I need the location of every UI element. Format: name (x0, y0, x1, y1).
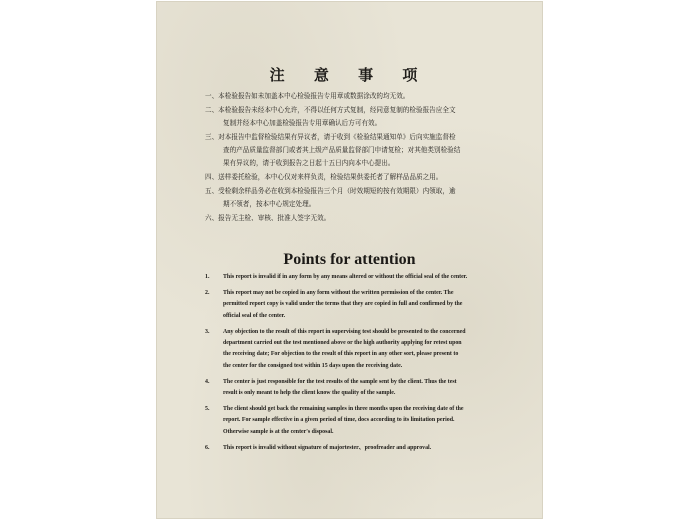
chinese-note-line: 五、受检剩余样品务必在收到本检验报告三个月（时效期短的按有效期限）内领取，逾 (205, 186, 456, 195)
english-note-line: Otherwise sample is at the center's disposal. (223, 428, 334, 435)
english-note-line: Any objection to the result of this report in supervising test should be presented to the concerned (223, 328, 466, 335)
english-notes-list (205, 272, 505, 459)
chinese-title: 注 意 事 项 (269, 66, 430, 84)
english-note-item (205, 327, 505, 372)
chinese-note-line: 二、本检验报告未经本中心允许，不得以任何方式复制，经同意复制的检验报告应全文 (205, 106, 456, 115)
chinese-note-item (205, 185, 501, 210)
english-note-item (205, 288, 505, 322)
chinese-note-item (205, 171, 501, 184)
english-note-item (205, 377, 505, 400)
note-number: 6. (205, 444, 210, 451)
chinese-notes-list (205, 90, 501, 226)
chinese-note-line: 期不领者，按本中心规定处理。 (223, 199, 316, 208)
english-note-line: This report is invalid without signature of majortester、proofreader and approval. (223, 444, 432, 451)
note-number: 1. (205, 274, 210, 280)
chinese-note-item (205, 212, 501, 225)
chinese-note-item (205, 104, 501, 129)
chinese-note-item (205, 131, 501, 169)
english-note-line: result is only meant to help the client know the quality of the sample. (223, 390, 396, 397)
english-note-line: the receiving date; For objection to the result of this report in any other sort, please present to (223, 351, 459, 358)
note-number: 5. (205, 406, 210, 413)
english-note-line: The client should get back the remaining samples in three months upon the receiving date of the (223, 406, 464, 413)
english-note-item (205, 272, 505, 283)
chinese-note-line: 一、本检验报告如未加盖本中心检验报告专用章或数据涂改的均无效。 (205, 92, 410, 100)
english-note-line: official seal of the center. (223, 312, 286, 319)
english-note-line: The center is just responsible for the test results of the sample sent by the client. Thus the test (223, 378, 457, 385)
document-page (157, 2, 542, 518)
chinese-note-line: 四、送样委托检验，本中心仅对来样负责，检验结果供委托者了解样品品质之用。 (205, 172, 443, 181)
chinese-note-item (205, 90, 501, 103)
english-note-item (205, 443, 505, 454)
chinese-note-line: 复制并经本中心加盖检验报告专用章确认后方可有效。 (223, 118, 382, 127)
chinese-note-line: 六、报告无主检、审核、批准人签字无效。 (205, 213, 331, 222)
english-note-item (205, 404, 505, 438)
chinese-note-line: 三、对本报告中监督检验结果有异议者，请于收到《检验结果通知单》后向实施监督检 (205, 133, 456, 142)
english-note-line: department carried out the test mentioned above or the high authority applying for retest upon (223, 340, 462, 347)
english-note-line: This report is invalid if in any form by any means altered or without the official seal of the center. (223, 274, 468, 280)
note-number: 3. (205, 328, 210, 335)
chinese-note-line: 果有异议的，请于收到报告之日起十五日内向本中心提出。 (223, 158, 395, 167)
english-note-line: This report may not be copied in any form without the written permission of the center. The (223, 290, 454, 297)
english-note-line: report. For sample effective in a given period of time, docs according to its limitation period. (223, 417, 455, 424)
chinese-note-line: 查的产品质量监督部门或者其上级产品质量监督部门申请复检；对其他类别检验结 (223, 145, 461, 154)
english-note-line: permitted report copy is valid under the terms that they are copied in full and confirmed by the (223, 301, 463, 308)
note-number: 2. (205, 290, 210, 297)
english-note-line: the center for the consigned test within 15 days upon the receiving date. (223, 362, 403, 369)
note-number: 4. (205, 378, 210, 385)
english-title: Points for attention (283, 251, 416, 268)
